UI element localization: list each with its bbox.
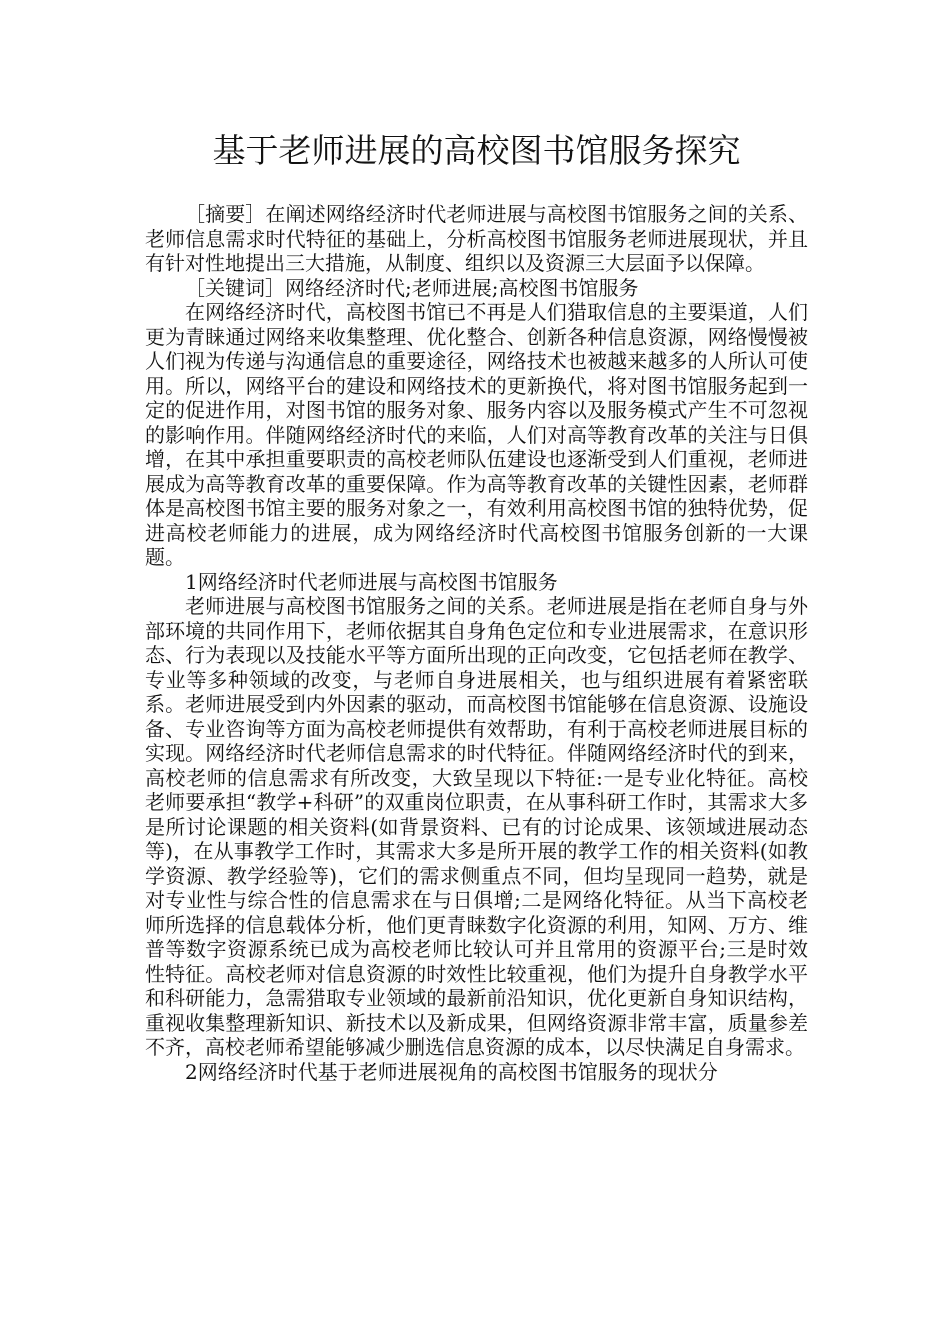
section-1-paragraph: 老师进展与高校图书馆服务之间的关系。老师进展是指在老师自身与外部环境的共同作用下，老师依据其自身角色定位和专业进展需求，在意识形态、行为表现以及技能水平等方面所出现的正向改变，它包括老师在教学、专业等多种领域的改变，与老师自身进展相关，也与组织进展有着紧密联系。老师进展受到内外因素的驱动，而高校图书馆能够在信息资源、设施设备、专业咨询等方面为高校老师提供有效帮助，有利于高校老师进展目标的实现。网络经济时代老师信息需求的时代特征。伴随网络经济时代的到来，高校老师的信息需求有所改变，大致呈现以下特征:一是专业化特征。高校老师要承担“教学+科研”的双重岗位职责，在从事科研工作时，其需求大多是所讨论课题的相关资料(如背景资料、已有的讨论成果、该领域进展动态等)，在从事教学工作时，其需求大多是所开展的教学工作的相关资料(如教学资源、教学经验等)，它们的需求侧重点不同，但均呈现同一趋势，就是对专业性与综合性的信息需求在与日俱增;二是网络化特征。从当下高校老师所选择的信息载体分析，他们更青睐数字化资源的利用，知网、万方、维普等数字资源系统已成为高校老师比较认可并且常用的资源平台;三是时效性特征。高校老师对信息资源的时效性比较重视，他们为提升自身教学水平和科研能力，急需猎取专业领域的最新前沿知识，优化更新自身知识结构，重视收集整理新知识、新技术以及新成果，但网络资源非常丰富，质量参差不齐，高校老师希望能够减少删选信息资源的成本，以尽快满足自身需求。 [145, 594, 808, 1059]
abstract-paragraph: ［摘要］在阐述网络经济时代老师进展与高校图书馆服务之间的关系、老师信息需求时代特征的基础上，分析高校图书馆服务老师进展现状，并且有针对性地提出三大措施，从制度、组织以及资源三大层面予以保障。 [145, 202, 808, 275]
document-title: 基于老师进展的高校图书馆服务探究 [212, 131, 741, 170]
document-body [145, 202, 808, 1084]
section-heading-1: 1网络经济时代老师进展与高校图书馆服务 [185, 569, 558, 594]
keywords-paragraph: ［关键词］网络经济时代;老师进展;高校图书馆服务 [185, 275, 639, 300]
section-heading-2: 2网络经济时代基于老师进展视角的高校图书馆服务的现状分 [185, 1059, 718, 1084]
intro-paragraph: 在网络经济时代，高校图书馆已不再是人们猎取信息的主要渠道，人们更为青睐通过网络来收集整理、优化整合、创新各种信息资源，网络慢慢被人们视为传递与沟通信息的重要途径，网络技术也被越来越多的人所认可使用。所以，网络平台的建设和网络技术的更新换代，将对图书馆服务起到一定的促进作用，对图书馆的服务对象、服务内容以及服务模式产生不可忽视的影响作用。伴随网络经济时代的来临，人们对高等教育改革的关注与日俱增，在其中承担重要职责的高校老师队伍建设也逐渐受到人们重视，老师进展成为高等教育改革的重要保障。作为高等教育改革的关键性因素，老师群体是高校图书馆主要的服务对象之一，有效利用高校图书馆的独特优势，促进高校老师能力的进展，成为网络经济时代高校图书馆服务创新的一大课题。 [145, 300, 808, 569]
